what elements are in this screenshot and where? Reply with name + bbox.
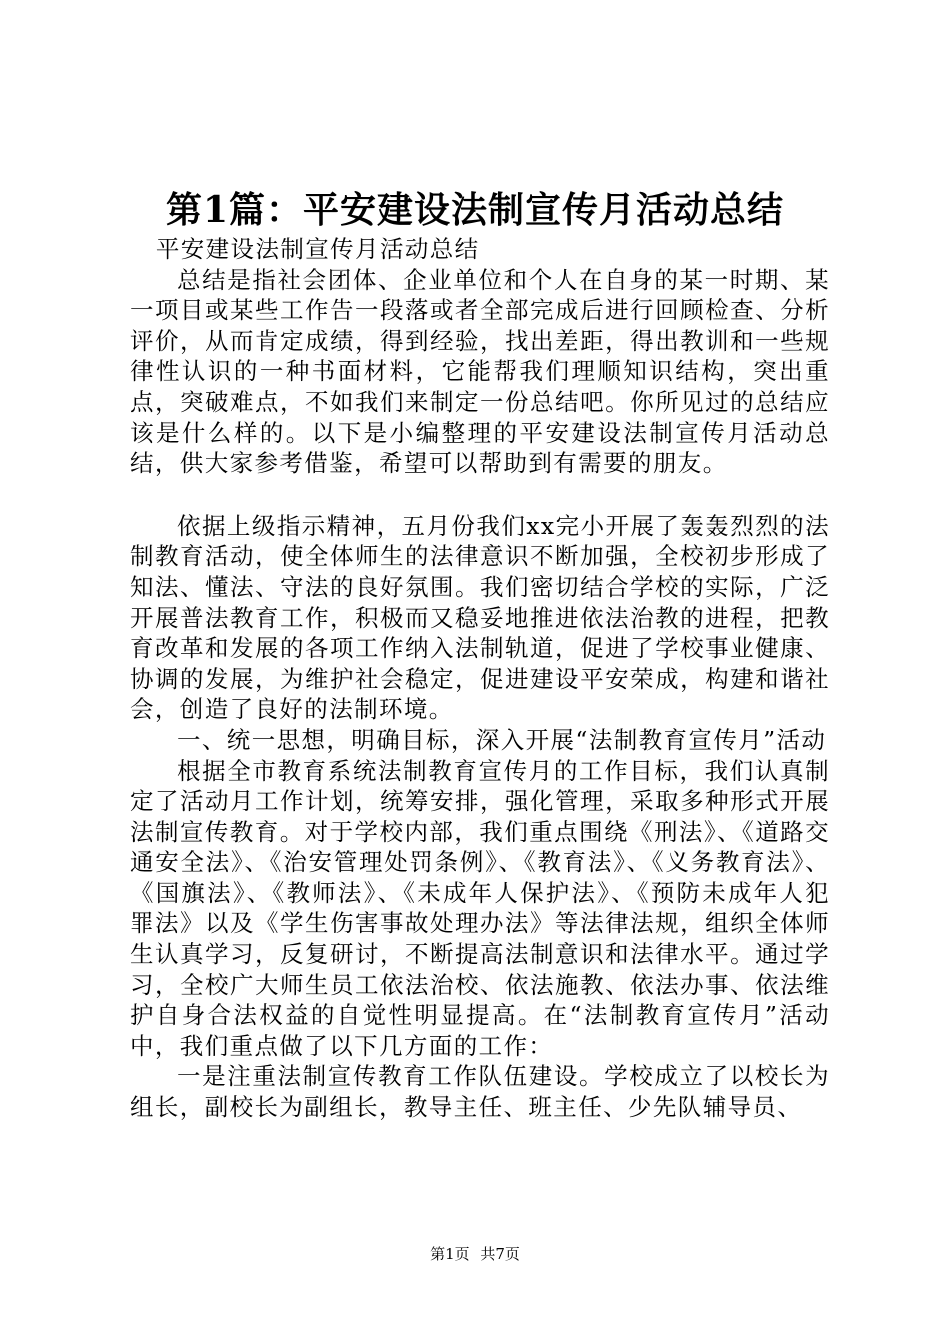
section-heading-1: 一、统一思想，明确目标，深入开展“法制教育宣传月”活动 bbox=[177, 725, 827, 754]
paragraph-background: 依据上级指示精神，五月份我们xx完小开展了轰轰烈烈的法制教育活动，使全体师生的法律意识不断加强，全校初步形成了知法、懂法、守法的良好氛围。我们密切结合学校的实际，广泛开展普法教育工作，积极而又稳妥地推进依法治教的进程，把教育改革和发展的各项工作纳入法制轨道，促进了学校事业健康、协调的发展，为维护社会稳定，促进建设平安荣成，构建和谐社会，创造了良好的法制环境。 bbox=[130, 511, 830, 724]
page-number: 第1页 bbox=[430, 1245, 470, 1263]
paragraph-spacer bbox=[130, 479, 830, 511]
document-body bbox=[130, 234, 830, 1123]
paragraph-section-1: 根据全市教育系统法制教育宣传月的工作目标，我们认真制定了活动月工作计划，统筹安排，强化管理，采取多种形式开展法制宣传教育。对于学校内部，我们重点围绕《刑法》、《道路交通安全法》、《治安管理处罚条例》、《教育法》、《义务教育法》、《国旗法》、《教师法》、《未成年人保护法》、《预防未成年人犯罪法》以及《学生伤害事故处理办法》等法律法规，组织全体师生认真学习，反复研讨，不断提高法制意识和法律水平。通过学习，全校广大师生员工依法治校、依法施教、依法办事、依法维护自身合法权益的自觉性明显提高。在“法制教育宣传月”活动中，我们重点做了以下几方面的工作： bbox=[130, 756, 830, 1060]
paragraph-item-1: 一是注重法制宣传教育工作队伍建设。学校成立了以校长为组长，副校长为副组长，教导主任、班主任、少先队辅导员、 bbox=[130, 1062, 830, 1122]
paragraph-intro: 总结是指社会团体、企业单位和个人在自身的某一时期、某一项目或某些工作告一段落或者全部完成后进行回顾检查、分析评价，从而肯定成绩，得到经验，找出差距，得出教训和一些规律性认识的一种书面材料，它能帮我们理顺知识结构，突出重点，突破难点，不如我们来制定一份总结吧。你所见过的总结应该是什么样的。以下是小编整理的平安建设法制宣传月活动总结，供大家参考借鉴，希望可以帮助到有需要的朋友。 bbox=[130, 265, 830, 478]
document-subtitle: 平安建设法制宣传月活动总结 bbox=[155, 235, 480, 263]
document-title: 第1篇：平安建设法制宣传月活动总结 bbox=[165, 189, 785, 231]
page-total: 共7页 bbox=[480, 1245, 520, 1263]
page-footer bbox=[0, 1244, 950, 1264]
